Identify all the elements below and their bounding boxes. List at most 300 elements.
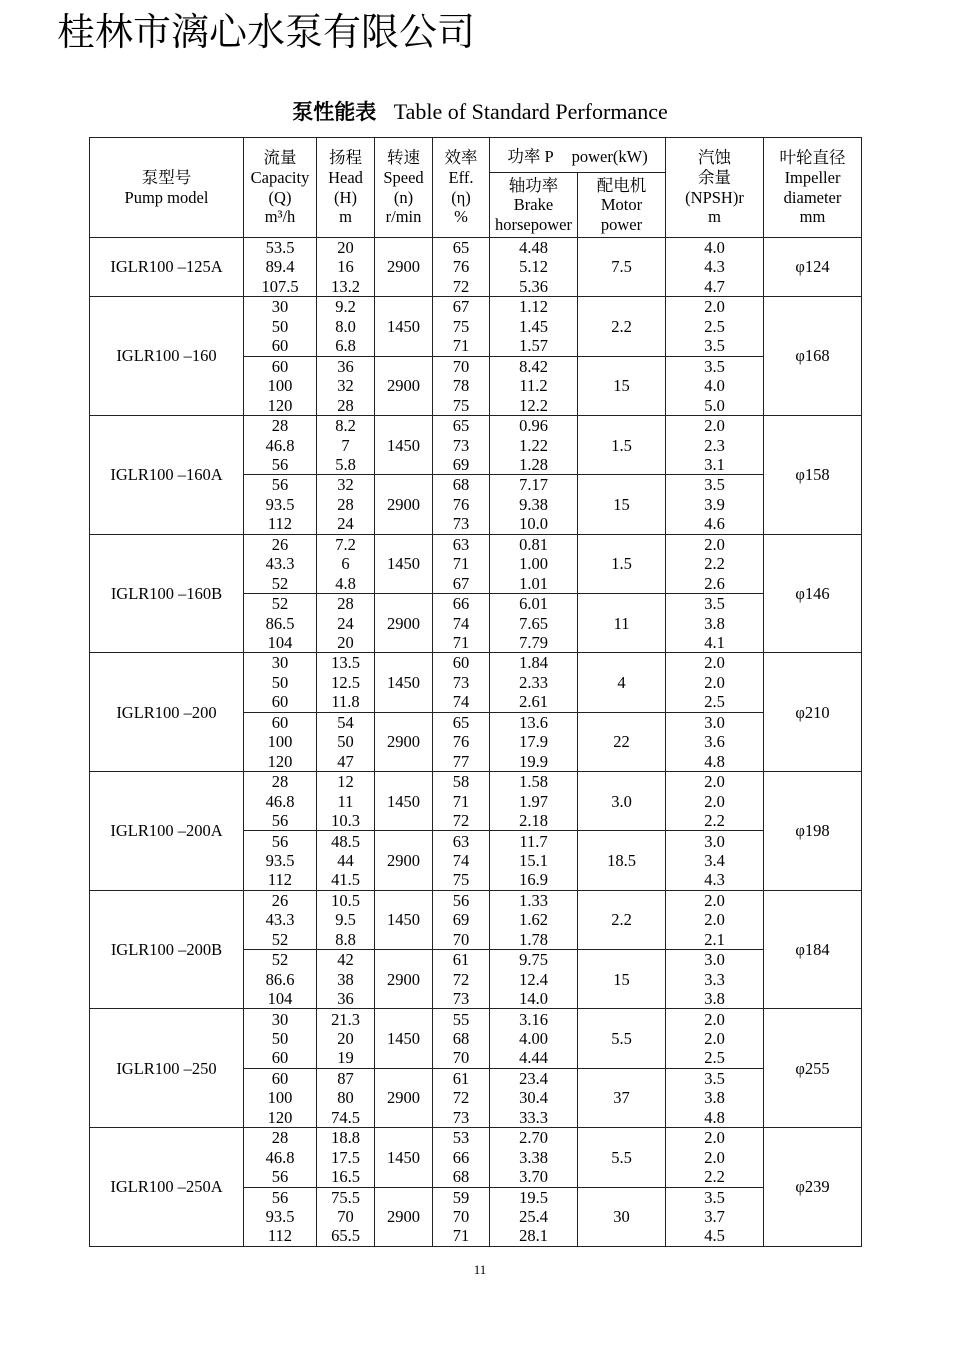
npsh-value: 3.3: [704, 969, 725, 989]
npsh-value: 3.8: [704, 613, 725, 633]
efficiency-value: 69: [452, 454, 470, 474]
capacity-cell: [244, 1128, 317, 1187]
head-value: 24: [337, 613, 354, 633]
brake-horsepower-value: 1.58: [519, 772, 548, 792]
head-cell: [317, 653, 375, 712]
speed-value: 1450: [375, 1128, 433, 1187]
brake-horsepower-value: 9.38: [519, 494, 548, 514]
capacity-value: 100: [267, 376, 293, 396]
head-value: 28: [337, 594, 354, 614]
npsh-value: 2.0: [704, 772, 725, 792]
capacity-value: 120: [267, 1107, 293, 1127]
capacity-cell: [244, 1009, 317, 1068]
header-label: %: [454, 207, 468, 227]
pump-model: IGLR100 –200A: [90, 772, 244, 891]
capacity-value: 60: [271, 692, 289, 712]
head-value: 47: [337, 751, 354, 771]
header-label: 余量: [698, 167, 732, 187]
npsh-value: 3.7: [704, 1206, 725, 1226]
brake-horsepower-cell: [490, 772, 578, 831]
head-value: 5.8: [335, 454, 356, 474]
capacity-value: 56: [271, 810, 289, 830]
performance-row: [90, 534, 862, 593]
brake-horsepower-value: 11.7: [519, 831, 548, 851]
motor-power-value: 3.0: [578, 772, 666, 831]
brake-horsepower-cell: [490, 594, 578, 653]
head-value: 12: [337, 772, 354, 792]
capacity-cell: [244, 356, 317, 415]
impeller-diameter: φ184: [764, 890, 862, 1009]
speed-value: 2900: [375, 475, 433, 534]
efficiency-value: 69: [452, 910, 470, 930]
head-value: 8.2: [335, 416, 356, 436]
header-label: 流量: [263, 148, 297, 168]
npsh-value: 2.0: [704, 672, 725, 692]
brake-horsepower-cell: [490, 831, 578, 890]
brake-horsepower-value: 33.3: [519, 1107, 548, 1127]
capacity-value: 60: [271, 712, 289, 732]
npsh-value: 4.7: [704, 276, 725, 296]
efficiency-value: 66: [452, 1147, 470, 1167]
capacity-value: 43.3: [265, 910, 295, 930]
motor-power-value: 5.5: [578, 1128, 666, 1187]
npsh-cell: [666, 475, 764, 534]
head-value: 36: [337, 356, 354, 376]
efficiency-value: 53: [452, 1128, 470, 1148]
npsh-value: 3.8: [704, 989, 725, 1008]
head-value: 42: [337, 950, 354, 970]
npsh-value: 3.5: [704, 594, 725, 614]
head-cell: [317, 356, 375, 415]
performance-row: [90, 1128, 862, 1187]
head-value: 80: [337, 1088, 354, 1108]
motor-power-value: 2.2: [578, 297, 666, 356]
brake-horsepower-value: 1.33: [519, 890, 548, 910]
efficiency-value: 74: [452, 692, 470, 712]
capacity-value: 60: [271, 1048, 289, 1068]
brake-horsepower-value: 1.12: [519, 297, 548, 317]
efficiency-value: 70: [452, 1206, 470, 1226]
brake-horsepower-value: 12.4: [519, 969, 548, 989]
capacity-value: 52: [271, 950, 289, 970]
npsh-cell: [666, 950, 764, 1009]
header-label: (NPSH)r: [685, 187, 744, 207]
efficiency-value: 74: [452, 850, 470, 870]
npsh-value: 2.2: [704, 554, 725, 574]
header-label: m: [708, 207, 721, 227]
capacity-value: 100: [267, 1088, 293, 1108]
efficiency-value: 55: [452, 1009, 470, 1029]
npsh-value: 2.0: [704, 653, 725, 673]
npsh-value: 3.6: [704, 732, 725, 752]
efficiency-value: 73: [452, 435, 470, 455]
brake-horsepower-value: 5.36: [519, 276, 548, 296]
npsh-cell: [666, 238, 764, 297]
head-value: 75.5: [331, 1187, 360, 1207]
npsh-value: 2.0: [704, 297, 725, 317]
efficiency-cell: [433, 950, 490, 1009]
motor-power-value: 11: [578, 594, 666, 653]
capacity-cell: [244, 1068, 317, 1127]
header-label: r/min: [385, 207, 422, 227]
header-capacity: [244, 138, 317, 238]
npsh-value: 2.3: [704, 435, 725, 455]
head-cell: [317, 831, 375, 890]
npsh-value: 2.0: [704, 1147, 725, 1167]
header-power-en: power(kW): [571, 147, 648, 166]
header-label: Head: [328, 167, 363, 187]
head-cell: [317, 1128, 375, 1187]
efficiency-value: 73: [452, 514, 470, 534]
efficiency-value: 72: [452, 276, 470, 296]
head-value: 41.5: [331, 870, 360, 890]
header-label: (Q): [268, 187, 292, 207]
table-title-en: Table of Standard Performance: [393, 99, 668, 124]
efficiency-value: 66: [452, 594, 470, 614]
efficiency-value: 78: [452, 376, 470, 396]
npsh-value: 2.0: [704, 416, 725, 436]
npsh-value: 3.5: [704, 356, 725, 376]
header-label: 泵型号: [141, 167, 192, 187]
brake-horsepower-value: 17.9: [519, 732, 548, 752]
efficiency-value: 75: [452, 395, 470, 415]
efficiency-value: 75: [452, 870, 470, 890]
npsh-value: 4.5: [704, 1226, 725, 1246]
speed-value: 2900: [375, 1068, 433, 1127]
head-cell: [317, 534, 375, 593]
header-label: Eff.: [448, 167, 474, 187]
head-cell: [317, 475, 375, 534]
npsh-value: 2.0: [704, 1028, 725, 1048]
efficiency-value: 70: [452, 356, 470, 376]
speed-value: 1450: [375, 534, 433, 593]
efficiency-cell: [433, 831, 490, 890]
header-label: 轴功率: [508, 175, 559, 195]
head-cell: [317, 950, 375, 1009]
efficiency-cell: [433, 1128, 490, 1187]
motor-power-value: 5.5: [578, 1009, 666, 1068]
capacity-value: 60: [271, 356, 289, 376]
brake-horsepower-value: 4.00: [519, 1028, 548, 1048]
efficiency-cell: [433, 772, 490, 831]
efficiency-value: 56: [452, 890, 470, 910]
pump-model: IGLR100 –160A: [90, 416, 244, 535]
brake-horsepower-value: 7.79: [519, 632, 548, 652]
brake-horsepower-value: 8.42: [519, 356, 548, 376]
brake-horsepower-value: 19.5: [519, 1187, 548, 1207]
motor-power-value: 4: [578, 653, 666, 712]
capacity-cell: [244, 416, 317, 475]
npsh-value: 3.5: [704, 1187, 725, 1207]
efficiency-value: 67: [452, 573, 470, 593]
efficiency-cell: [433, 890, 490, 949]
capacity-value: 120: [267, 751, 293, 771]
motor-power-value: 2.2: [578, 890, 666, 949]
brake-horsepower-cell: [490, 1009, 578, 1068]
brake-horsepower-cell: [490, 534, 578, 593]
motor-power-value: 1.5: [578, 534, 666, 593]
brake-horsepower-value: 3.70: [519, 1167, 548, 1187]
efficiency-value: 73: [452, 989, 470, 1008]
table-title: [0, 97, 960, 127]
npsh-value: 3.9: [704, 494, 725, 514]
header-power: [490, 138, 666, 173]
efficiency-value: 68: [452, 475, 470, 495]
efficiency-value: 77: [452, 751, 470, 771]
company-name: 桂林市漓心水泵有限公司: [57, 10, 476, 54]
capacity-value: 43.3: [265, 554, 295, 574]
capacity-value: 52: [271, 929, 289, 949]
performance-row: [90, 772, 862, 831]
pump-model: IGLR100 –200: [90, 653, 244, 772]
capacity-value: 30: [271, 297, 289, 317]
brake-horsepower-value: 4.44: [519, 1048, 548, 1068]
head-value: 44: [337, 850, 354, 870]
speed-value: 1450: [375, 297, 433, 356]
brake-horsepower-value: 19.9: [519, 751, 548, 771]
header-label: mm: [799, 207, 826, 227]
header-label: Motor: [600, 195, 643, 215]
efficiency-value: 73: [452, 672, 470, 692]
head-value: 50: [337, 732, 354, 752]
header-label: 效率: [444, 148, 478, 168]
brake-horsepower-value: 15.1: [519, 850, 548, 870]
header-npsh: [666, 138, 764, 238]
brake-horsepower-value: 2.33: [519, 672, 548, 692]
table-header: [90, 138, 862, 238]
efficiency-cell: [433, 1187, 490, 1246]
performance-row: [90, 890, 862, 949]
head-cell: [317, 772, 375, 831]
header-efficiency: [433, 138, 490, 238]
capacity-value: 89.4: [265, 257, 295, 277]
npsh-value: 2.1: [704, 929, 725, 949]
motor-power-value: 1.5: [578, 416, 666, 475]
head-value: 20: [337, 632, 354, 652]
head-cell: [317, 416, 375, 475]
brake-horsepower-cell: [490, 653, 578, 712]
header-label: 扬程: [329, 148, 362, 168]
pump-model: IGLR100 –200B: [90, 890, 244, 1009]
npsh-value: 4.8: [704, 751, 725, 771]
brake-horsepower-value: 11.2: [519, 376, 548, 396]
npsh-cell: [666, 1009, 764, 1068]
brake-horsepower-cell: [490, 1128, 578, 1187]
npsh-value: 3.4: [704, 850, 725, 870]
capacity-value: 46.8: [265, 791, 295, 811]
capacity-value: 93.5: [265, 1206, 295, 1226]
npsh-cell: [666, 356, 764, 415]
npsh-value: 4.3: [704, 257, 725, 277]
head-value: 18.8: [331, 1128, 360, 1148]
impeller-diameter: φ146: [764, 534, 862, 653]
impeller-diameter: φ168: [764, 297, 862, 416]
efficiency-value: 73: [452, 1107, 470, 1127]
efficiency-cell: [433, 594, 490, 653]
efficiency-value: 76: [452, 732, 470, 752]
npsh-cell: [666, 712, 764, 771]
motor-power-value: 15: [578, 475, 666, 534]
npsh-cell: [666, 890, 764, 949]
head-value: 9.5: [335, 910, 356, 930]
capacity-value: 56: [271, 1187, 289, 1207]
npsh-value: 3.0: [704, 831, 725, 851]
speed-value: 2900: [375, 950, 433, 1009]
efficiency-value: 71: [452, 632, 470, 652]
capacity-value: 30: [271, 653, 289, 673]
capacity-value: 56: [271, 1167, 289, 1187]
performance-row: [90, 1009, 862, 1068]
performance-row: [90, 416, 862, 475]
brake-horsepower-value: 13.6: [519, 712, 548, 732]
impeller-diameter: φ198: [764, 772, 862, 891]
efficiency-value: 72: [452, 1088, 470, 1108]
head-value: 19: [337, 1048, 354, 1068]
motor-power-value: 30: [578, 1187, 666, 1246]
head-value: 12.5: [331, 672, 360, 692]
capacity-cell: [244, 772, 317, 831]
efficiency-cell: [433, 534, 490, 593]
efficiency-value: 71: [452, 791, 470, 811]
brake-horsepower-value: 23.4: [519, 1068, 548, 1088]
head-value: 13.2: [331, 276, 360, 296]
npsh-value: 3.0: [704, 950, 725, 970]
head-cell: [317, 890, 375, 949]
brake-horsepower-value: 16.9: [519, 870, 548, 890]
brake-horsepower-value: 14.0: [519, 989, 548, 1008]
page-number: 11: [473, 1262, 487, 1277]
efficiency-value: 60: [452, 653, 470, 673]
head-cell: [317, 1068, 375, 1127]
table-title-cn: 泵性能表: [292, 100, 377, 124]
brake-horsepower-cell: [490, 416, 578, 475]
npsh-cell: [666, 1068, 764, 1127]
brake-horsepower-cell: [490, 238, 578, 297]
capacity-cell: [244, 653, 317, 712]
efficiency-value: 71: [452, 336, 470, 356]
npsh-value: 2.0: [704, 890, 725, 910]
speed-value: 1450: [375, 1009, 433, 1068]
header-label: 转速: [387, 148, 420, 168]
efficiency-value: 76: [452, 494, 470, 514]
efficiency-cell: [433, 712, 490, 771]
brake-horsepower-value: 1.00: [519, 554, 548, 574]
capacity-value: 53.5: [265, 238, 295, 258]
efficiency-value: 65: [452, 416, 470, 436]
capacity-value: 120: [267, 395, 293, 415]
npsh-value: 2.2: [704, 810, 725, 830]
capacity-value: 112: [267, 870, 293, 890]
head-value: 65.5: [331, 1226, 360, 1246]
head-value: 38: [337, 969, 354, 989]
capacity-value: 46.8: [265, 435, 295, 455]
efficiency-value: 59: [452, 1187, 470, 1207]
header-label: diameter: [783, 187, 842, 207]
npsh-cell: [666, 772, 764, 831]
npsh-value: 3.1: [704, 454, 725, 474]
brake-horsepower-value: 7.17: [519, 475, 548, 495]
brake-horsepower-value: 1.78: [519, 929, 548, 949]
brake-horsepower-value: 30.4: [519, 1088, 548, 1108]
head-value: 28: [337, 395, 354, 415]
impeller-diameter: φ158: [764, 416, 862, 535]
pump-model: IGLR100 –250A: [90, 1128, 244, 1247]
npsh-value: 2.5: [704, 316, 725, 336]
efficiency-value: 74: [452, 613, 470, 633]
efficiency-value: 70: [452, 1048, 470, 1068]
capacity-value: 28: [271, 1128, 289, 1148]
impeller-diameter: φ255: [764, 1009, 862, 1128]
brake-horsepower-value: 12.2: [519, 395, 548, 415]
efficiency-cell: [433, 238, 490, 297]
head-value: 16.5: [331, 1167, 360, 1187]
capacity-cell: [244, 297, 317, 356]
brake-horsepower-value: 0.81: [519, 534, 548, 554]
brake-horsepower-value: 1.62: [519, 910, 548, 930]
capacity-value: 52: [271, 573, 289, 593]
header-label: Capacity: [250, 167, 310, 187]
header-label: horsepower: [495, 214, 572, 234]
impeller-diameter: φ124: [764, 238, 862, 297]
impeller-diameter: φ239: [764, 1128, 862, 1247]
head-value: 10.3: [331, 810, 360, 830]
head-cell: [317, 1187, 375, 1246]
header-speed: [375, 138, 433, 238]
header-brake-horsepower: [490, 173, 578, 238]
motor-power-value: 37: [578, 1068, 666, 1127]
npsh-value: 4.0: [704, 238, 725, 258]
capacity-value: 28: [271, 416, 289, 436]
brake-horsepower-value: 1.45: [519, 316, 548, 336]
header-label: m: [339, 207, 352, 227]
efficiency-value: 71: [452, 554, 470, 574]
capacity-value: 100: [267, 732, 293, 752]
brake-horsepower-value: 10.0: [519, 514, 548, 534]
npsh-cell: [666, 416, 764, 475]
brake-horsepower-value: 6.01: [519, 594, 548, 614]
capacity-value: 28: [271, 772, 289, 792]
head-value: 8.0: [335, 316, 356, 336]
brake-horsepower-value: 1.28: [519, 454, 548, 474]
efficiency-value: 72: [452, 810, 470, 830]
efficiency-value: 63: [452, 831, 470, 851]
npsh-value: 2.0: [704, 910, 725, 930]
header-label: power: [600, 214, 643, 234]
speed-value: 1450: [375, 416, 433, 475]
efficiency-value: 75: [452, 316, 470, 336]
efficiency-value: 71: [452, 1226, 470, 1246]
brake-horsepower-cell: [490, 1068, 578, 1127]
header-label: (n): [393, 187, 414, 207]
npsh-value: 3.5: [704, 1068, 725, 1088]
capacity-value: 26: [271, 890, 289, 910]
capacity-cell: [244, 831, 317, 890]
brake-horsepower-cell: [490, 950, 578, 1009]
header-label: Brake: [513, 195, 554, 215]
head-value: 16: [337, 257, 354, 277]
efficiency-value: 61: [452, 950, 470, 970]
brake-horsepower-value: 1.57: [519, 336, 548, 356]
efficiency-value: 68: [452, 1028, 470, 1048]
efficiency-cell: [433, 653, 490, 712]
head-value: 8.8: [335, 929, 356, 949]
head-cell: [317, 1009, 375, 1068]
speed-value: 2900: [375, 1187, 433, 1246]
efficiency-value: 72: [452, 969, 470, 989]
brake-horsepower-value: 1.97: [519, 791, 548, 811]
header-label: Impeller: [784, 167, 841, 187]
header-head: [317, 138, 375, 238]
